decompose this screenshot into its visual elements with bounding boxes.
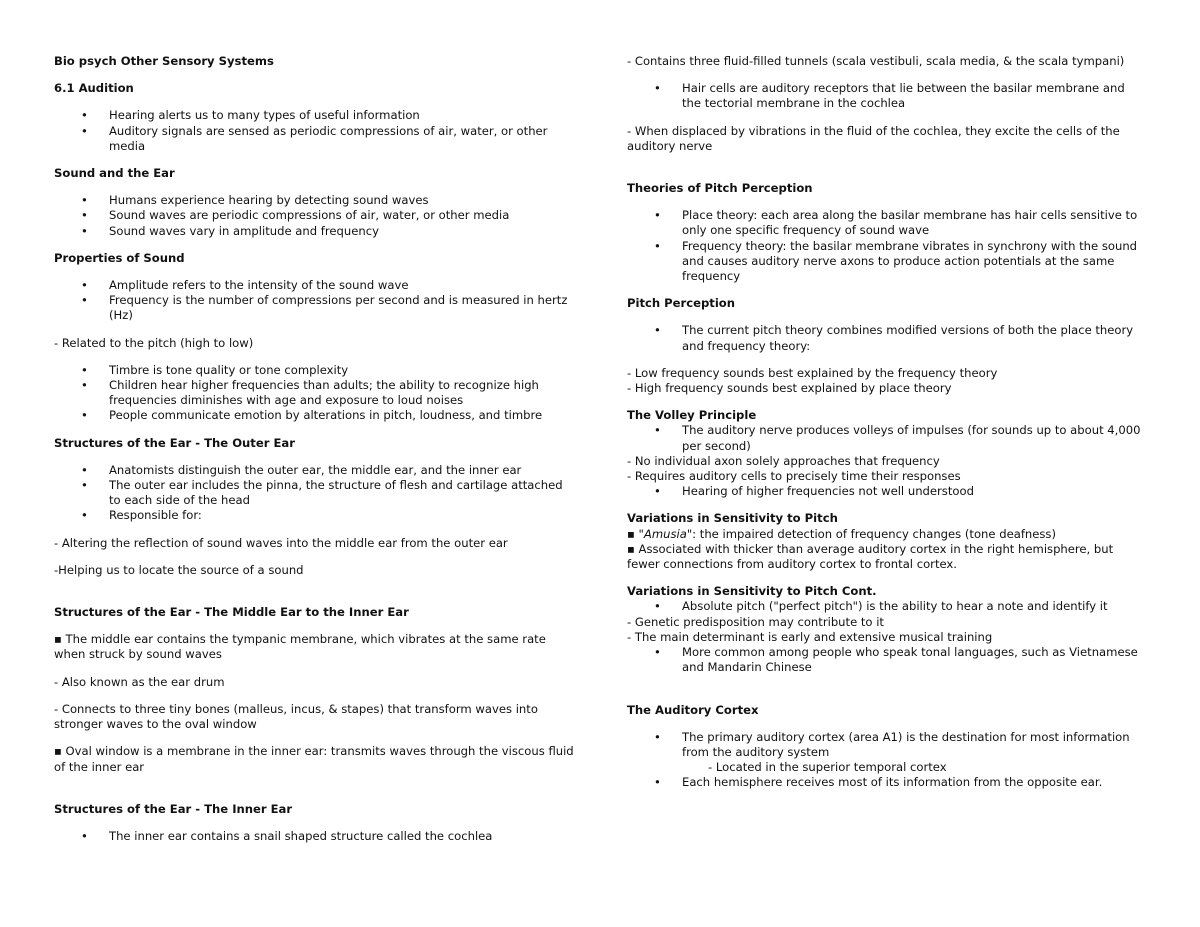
section-heading-theories-of-pitch-perception: Theories of Pitch Perception bbox=[627, 181, 813, 196]
section-heading-sound-and-the-ear: Sound and the Ear bbox=[54, 166, 175, 181]
section-heading-pitch-perception: Pitch Perception bbox=[627, 296, 736, 311]
bullet-list bbox=[627, 645, 1147, 675]
list-item: • Sound waves vary in amplitude and frequency bbox=[54, 224, 574, 239]
text-line: ▪ Oval window is a membrane in the inner ear: transmits waves through the viscous fluid of the inner ear bbox=[54, 744, 574, 774]
section-heading-structures-of-the-ear-the-inner-ear: Structures of the Ear - The Inner Ear bbox=[54, 801, 293, 816]
spacer bbox=[627, 112, 1147, 124]
spacer bbox=[627, 284, 1147, 296]
spacer bbox=[627, 572, 1147, 584]
bullet-list bbox=[627, 484, 1147, 499]
left-column bbox=[54, 54, 574, 844]
list-item: • Hearing of higher frequencies not well understood bbox=[627, 484, 1147, 499]
list-item: • Place theory: each area along the basilar membrane has hair cells sensitive to only one specific frequency of sound wave bbox=[627, 208, 1147, 238]
text-line: ▪ "Amusia": the impaired detection of frequency changes (tone deafness) bbox=[627, 526, 1056, 541]
section-heading-properties-of-sound: Properties of Sound bbox=[54, 250, 185, 265]
bullet-list bbox=[627, 775, 1147, 790]
spacer bbox=[54, 578, 574, 605]
section-heading-structures-of-the-ear-the-outer-ear: Structures of the Ear - The Outer Ear bbox=[54, 435, 295, 450]
text-line: - High frequency sounds best explained by place theory bbox=[627, 381, 952, 396]
text-line: - Genetic predisposition may contribute to it bbox=[627, 614, 884, 629]
text-line: - Requires auditory cells to precisely time their responses bbox=[627, 469, 961, 484]
bullet-list bbox=[54, 193, 574, 239]
text-line: - The main determinant is early and extensive musical training bbox=[627, 629, 993, 644]
spacer bbox=[627, 499, 1147, 511]
spacer bbox=[54, 266, 574, 278]
text-line: - Related to the pitch (high to low) bbox=[54, 335, 254, 350]
spacer bbox=[627, 154, 1147, 181]
bullet-list bbox=[627, 423, 1147, 453]
spacer bbox=[627, 69, 1147, 81]
section-heading-structures-of-the-ear-the-middle-ear-to-: Structures of the Ear - The Middle Ear to the Inner Ear bbox=[54, 605, 409, 620]
spacer bbox=[627, 396, 1147, 408]
spacer bbox=[627, 311, 1147, 323]
list-item: • Hearing alerts us to many types of useful information bbox=[54, 108, 574, 123]
list-item: - Located in the superior temporal cortex bbox=[708, 760, 947, 775]
spacer bbox=[54, 817, 574, 829]
spacer bbox=[54, 690, 574, 702]
section-heading-the-auditory-cortex: The Auditory Cortex bbox=[627, 702, 759, 717]
text-line: ▪ Associated with thicker than average auditory cortex in the right hemisphere, but fewer connections from auditory cortex to frontal cortex. bbox=[627, 541, 1114, 572]
list-item: • Frequency theory: the basilar membrane vibrates in synchrony with the sound and causes auditory nerve axons to produce action potentials at the same frequency bbox=[627, 239, 1147, 285]
list-item: • Each hemisphere receives most of its information from the opposite ear. bbox=[627, 775, 1147, 790]
list-item: • Humans experience hearing by detecting sound waves bbox=[54, 193, 574, 208]
spacer bbox=[627, 354, 1147, 366]
bullet-list bbox=[627, 599, 1147, 614]
text-line: - Contains three fluid-filled tunnels (scala vestibuli, scala media, & the scala tympani) bbox=[627, 54, 1125, 68]
list-item: • Hair cells are auditory receptors that lie between the basilar membrane and the tectorial membrane in the cochlea bbox=[627, 81, 1147, 111]
text-line: -Helping us to locate the source of a sound bbox=[54, 562, 304, 577]
spacer bbox=[54, 551, 574, 563]
spacer bbox=[54, 351, 574, 363]
list-item: • The outer ear includes the pinna, the structure of flesh and cartilage attached to each side of the head bbox=[54, 478, 574, 508]
spacer bbox=[54, 154, 574, 166]
list-item: • Timbre is tone quality or tone complexity bbox=[54, 363, 574, 378]
section-heading-the-volley-principle: The Volley Principle bbox=[627, 408, 757, 423]
list-item: • Absolute pitch ("perfect pitch") is the ability to hear a note and identify it bbox=[627, 599, 1147, 614]
list-item: • Anatomists distinguish the outer ear, the middle ear, and the inner ear bbox=[54, 463, 574, 478]
section-heading-bio-psych-other-sensory-systems: Bio psych Other Sensory Systems bbox=[54, 54, 274, 68]
section-heading-variations-in-sensitivity-to-pitch-cont: Variations in Sensitivity to Pitch Cont. bbox=[627, 584, 877, 599]
bullet-list bbox=[54, 363, 574, 424]
bullet-list bbox=[54, 278, 574, 324]
list-item: • Children hear higher frequencies than adults; the ability to recognize high frequencies diminishes with age and exposure to loud noises bbox=[54, 378, 574, 408]
text-line: - Connects to three tiny bones (malleus, incus, & stapes) that transform waves into stronger waves to the oval window bbox=[54, 701, 538, 732]
spacer bbox=[54, 732, 574, 744]
text-line: - Low frequency sounds best explained by the frequency theory bbox=[627, 365, 998, 380]
spacer bbox=[54, 181, 574, 193]
list-item: • More common among people who speak tonal languages, such as Vietnamese and Mandarin Chinese bbox=[627, 645, 1147, 675]
spacer bbox=[627, 718, 1147, 730]
bullet-list bbox=[627, 760, 1147, 775]
bullet-list bbox=[54, 108, 574, 154]
bullet-list bbox=[627, 208, 1147, 284]
text-line: - Also known as the ear drum bbox=[54, 674, 225, 689]
list-item: • The current pitch theory combines modified versions of both the place theory and frequency theory: bbox=[627, 323, 1147, 353]
emphasis-term: Amusia bbox=[643, 526, 687, 541]
list-item: • The primary auditory cortex (area A1) is the destination for most information from the auditory system bbox=[627, 730, 1147, 760]
text-line: - No individual axon solely approaches that frequency bbox=[627, 453, 940, 468]
list-item: • Responsible for: bbox=[54, 508, 574, 523]
spacer bbox=[627, 676, 1147, 703]
spacer bbox=[54, 775, 574, 802]
spacer bbox=[54, 239, 574, 251]
bullet-list bbox=[54, 463, 574, 524]
spacer bbox=[54, 663, 574, 675]
list-item: • Amplitude refers to the intensity of the sound wave bbox=[54, 278, 574, 293]
list-item: • The inner ear contains a snail shaped structure called the cochlea bbox=[54, 829, 574, 844]
spacer bbox=[54, 451, 574, 463]
spacer bbox=[627, 196, 1147, 208]
text-line: ▪ The middle ear contains the tympanic membrane, which vibrates at the same rate when struck by sound waves bbox=[54, 632, 546, 662]
section-heading-6-1-audition: 6.1 Audition bbox=[54, 81, 134, 96]
spacer bbox=[54, 424, 574, 436]
text-line: - When displaced by vibrations in the fluid of the cochlea, they excite the cells of the auditory nerve bbox=[627, 123, 1120, 153]
spacer bbox=[54, 324, 574, 336]
list-item: • Sound waves are periodic compressions of air, water, or other media bbox=[54, 208, 574, 223]
bullet-list bbox=[54, 829, 574, 844]
list-item: • Auditory signals are sensed as periodic compressions of air, water, or other media bbox=[54, 124, 574, 154]
spacer bbox=[54, 69, 574, 81]
section-heading-variations-in-sensitivity-to-pitch: Variations in Sensitivity to Pitch bbox=[627, 511, 838, 526]
right-column bbox=[627, 54, 1147, 791]
list-item: • People communicate emotion by alterations in pitch, loudness, and timbre bbox=[54, 408, 574, 423]
bullet-list bbox=[627, 730, 1147, 760]
bullet-list bbox=[627, 323, 1147, 353]
list-item: • Frequency is the number of compressions per second and is measured in hertz (Hz) bbox=[54, 293, 574, 323]
list-item: • The auditory nerve produces volleys of impulses (for sounds up to about 4,000 per second) bbox=[627, 423, 1147, 453]
spacer bbox=[54, 524, 574, 536]
spacer bbox=[54, 96, 574, 108]
bullet-list bbox=[627, 81, 1147, 111]
spacer bbox=[54, 620, 574, 632]
text-line: - Altering the reflection of sound waves into the middle ear from the outer ear bbox=[54, 535, 508, 550]
